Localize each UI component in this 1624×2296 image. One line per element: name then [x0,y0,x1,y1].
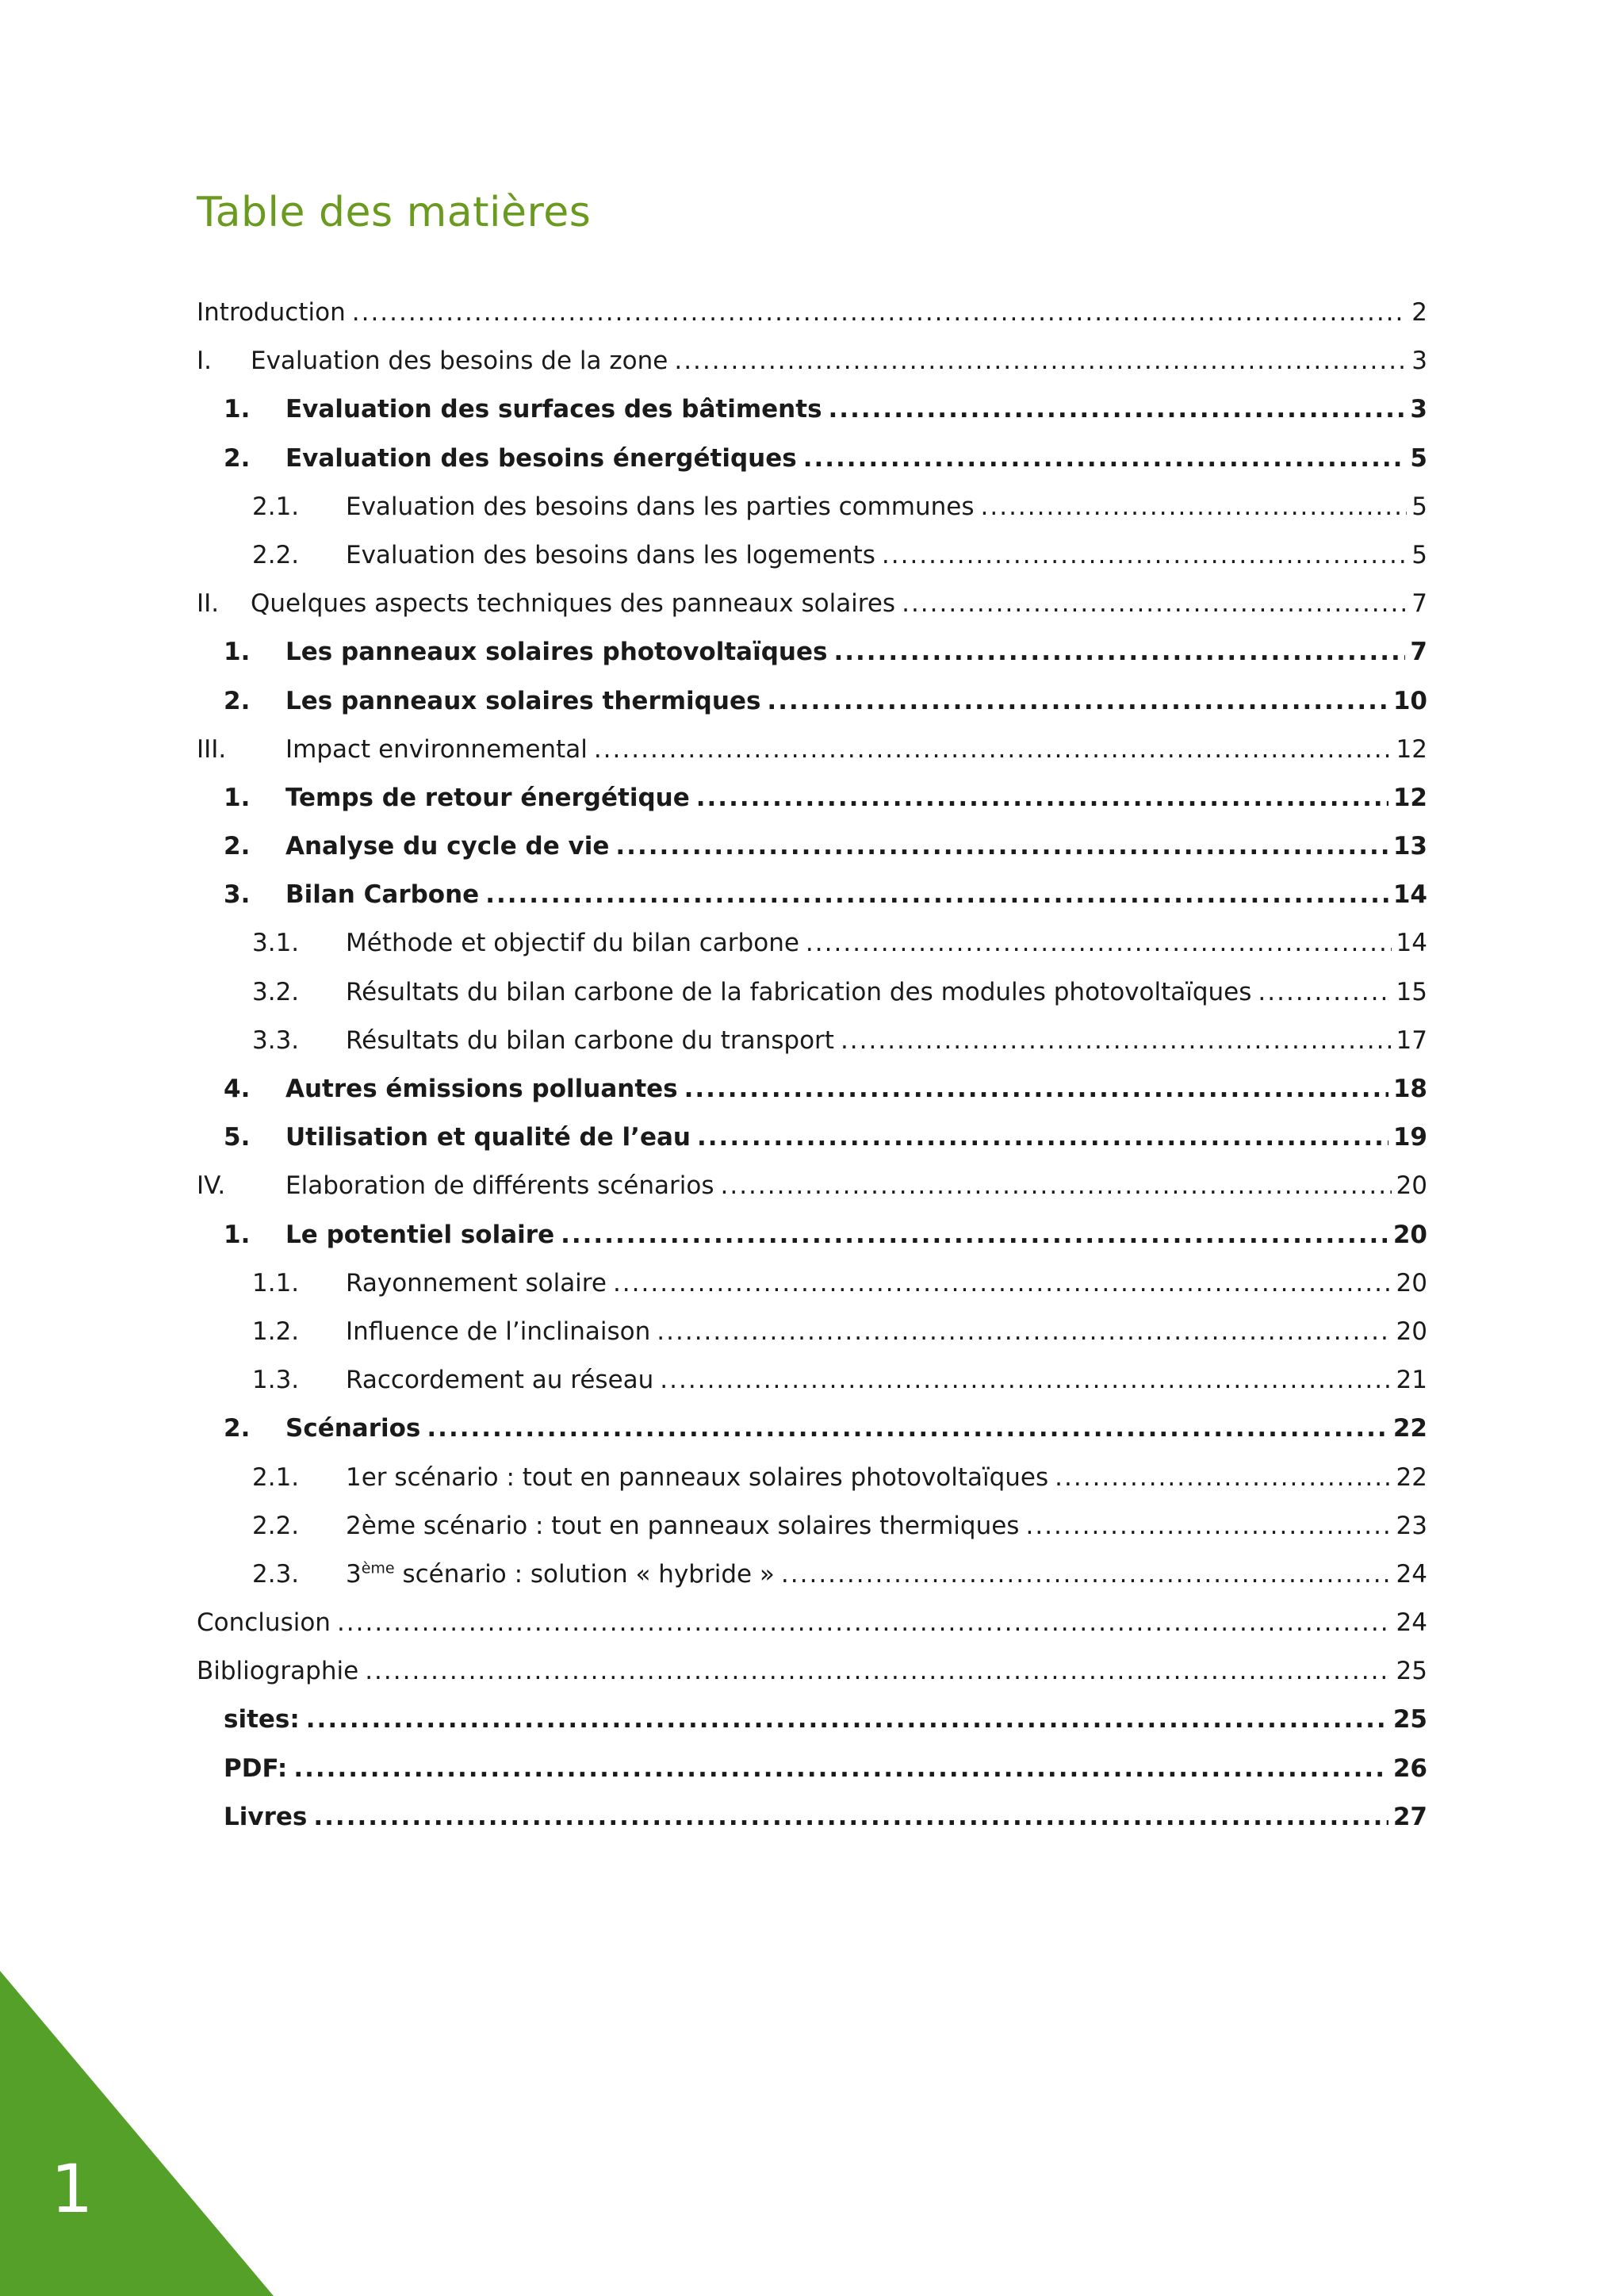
toc-entry[interactable] [197,1745,1427,1793]
toc-entry-page: 23 [1396,1511,1427,1540]
toc-entry-page: 10 [1392,686,1427,715]
toc-entry-title-part: scénario : solution « hybride » [394,1559,775,1589]
toc-entry-number: 1. [224,638,251,667]
toc-entry[interactable] [197,1405,1427,1453]
toc-entry-page: 17 [1396,1025,1427,1055]
toc-entry-page: 25 [1392,1705,1427,1734]
toc-entry-number: 1. [224,395,251,424]
toc-entry[interactable] [197,1162,1427,1210]
toc-entry-page: 2 [1411,298,1427,327]
toc-entry[interactable] [197,919,1427,968]
toc-dot-leader [313,1793,1388,1842]
toc-entry-title: Conclusion [197,1608,331,1638]
toc-dot-leader [352,289,1408,337]
toc-entry-page: 5 [1411,492,1427,521]
toc-entry[interactable] [197,726,1427,774]
toc-dot-leader [365,1647,1391,1696]
toc-entry-title: Scénarios [285,1414,421,1443]
toc-dot-leader [806,919,1392,968]
toc-dot-leader [337,1599,1392,1647]
toc-entry-page: 5 [1411,540,1427,569]
toc-entry[interactable] [197,337,1427,385]
toc-dot-leader [829,385,1406,434]
toc-entry-number: II. [197,589,220,619]
toc-dot-leader [1055,1454,1391,1502]
toc-entry-number: III. [197,734,227,764]
toc-entry-title: Evaluation des surfaces des bâtiments [285,395,822,424]
toc-entry-title: Autres émissions polluantes [285,1075,678,1103]
toc-entry-page: 18 [1392,1075,1427,1103]
toc-entry-title: Le potentiel solaire [285,1220,555,1249]
toc-entry-title: PDF: [224,1754,288,1783]
toc-entry-number: 2. [224,1414,251,1443]
toc-entry[interactable] [197,531,1427,580]
toc-entry-title: Quelques aspects techniques des panneaux solaires [251,589,896,619]
toc-entry[interactable] [197,483,1427,531]
toc-entry-number: 3. [224,880,251,910]
toc-entry-title: Evaluation des besoins dans les logements [346,540,875,569]
toc-entry-title: Evaluation des besoins dans les parties communes [346,492,975,521]
toc-entry-title: 1er scénario : tout en panneaux solaires photovoltaïques [346,1462,1049,1492]
toc-entry-title: Les panneaux solaires thermiques [285,686,761,715]
toc-entry[interactable] [197,628,1427,677]
toc-dot-leader [657,1308,1391,1356]
toc-entry-page: 13 [1392,832,1427,861]
toc-dot-leader [660,1356,1391,1405]
toc-dot-leader [674,337,1407,385]
toc-entry-title: Bilan Carbone [285,880,480,910]
toc-entry-number: 2. [224,686,251,715]
toc-entry-page: 15 [1396,977,1427,1006]
toc-dot-leader [293,1745,1388,1793]
toc-entry-number: 1.2. [252,1317,300,1346]
toc-entry-page: 24 [1396,1608,1427,1638]
toc-entry-number: 3.2. [252,977,300,1006]
toc-entry-number: 3.1. [252,929,300,958]
toc-entry-number: 1.3. [252,1366,300,1395]
toc-entry[interactable] [197,1114,1427,1162]
toc-dot-leader [1258,968,1391,1017]
toc-dot-leader [902,580,1407,628]
toc-dot-leader [981,483,1408,531]
toc-entry[interactable] [197,1550,1427,1599]
toc-entry-number: 2. [224,443,251,473]
toc-entry-page: 24 [1396,1559,1427,1589]
toc-entry-page: 12 [1392,783,1427,812]
toc-entry[interactable] [197,1599,1427,1647]
toc-entry-page: 12 [1396,734,1427,764]
toc-entry-title: Bibliographie [197,1657,359,1686]
toc-entry-title: Résultats du bilan carbone de la fabrication des modules photovoltaïques [346,977,1252,1006]
toc-entry-title: sites: [224,1705,300,1734]
toc-entry-title: Résultats du bilan carbone du transport [346,1025,834,1055]
toc-entry-page: 21 [1396,1366,1427,1395]
toc-entry-title-part: 3 [346,1559,362,1589]
toc-entry-number: 1. [224,1220,251,1249]
toc-entry[interactable] [197,968,1427,1017]
toc-entry-title: Livres [224,1802,308,1831]
toc-dot-leader [684,1065,1388,1114]
toc-entry[interactable] [197,1308,1427,1356]
toc-entry[interactable] [197,1065,1427,1114]
toc-entry[interactable] [197,871,1427,919]
toc-entry-page: 14 [1396,929,1427,958]
toc-entry[interactable] [197,774,1427,822]
toc-title: Table des matières [197,189,592,236]
page-number: 1 [51,2150,94,2228]
toc-entry-title: Les panneaux solaires photovoltaïques [285,638,828,667]
toc-entry-page: 20 [1392,1220,1427,1249]
toc-entry-number: 2.1. [252,1462,300,1492]
toc-dot-leader [1025,1502,1391,1550]
toc-entry[interactable] [197,677,1427,726]
toc-entry-page: 27 [1392,1802,1427,1831]
toc-entry-title: Influence de l’inclinaison [346,1317,651,1346]
toc-entry-page: 22 [1396,1462,1427,1492]
toc-dot-leader [594,726,1392,774]
toc-entry[interactable] [197,1259,1427,1308]
toc-entry[interactable] [197,1502,1427,1550]
toc-dot-leader [485,871,1388,919]
toc-entry-title: Temps de retour énergétique [285,783,690,812]
toc-list [197,289,1427,1842]
toc-entry[interactable] [197,1356,1427,1405]
toc-entry-page: 14 [1392,880,1427,910]
toc-entry-number: 4. [224,1075,251,1103]
toc-entry-number: 2.2. [252,1511,300,1540]
corner-decoration [0,1971,274,2296]
toc-entry-page: 19 [1392,1123,1427,1152]
toc-entry-title: Analyse du cycle de vie [285,832,610,861]
toc-dot-leader [803,435,1406,483]
toc-entry-number: 2.2. [252,540,300,569]
toc-dot-leader [427,1405,1388,1453]
toc-entry-title: Rayonnement solaire [346,1268,607,1297]
toc-entry-page: 20 [1396,1171,1427,1201]
toc-entry-number: 2.3. [252,1559,300,1589]
toc-entry-title: Méthode et objectif du bilan carbone [346,929,799,958]
toc-entry-page: 20 [1396,1268,1427,1297]
toc-entry-number: I. [197,347,212,376]
toc-dot-leader [720,1162,1391,1210]
toc-dot-leader [306,1696,1388,1744]
toc-entry-title: Impact environnemental [285,734,588,764]
toc-dot-leader [561,1211,1388,1259]
toc-entry[interactable] [197,1211,1427,1259]
toc-entry-title: Evaluation des besoins de la zone [251,347,668,376]
toc-entry[interactable] [197,1454,1427,1502]
toc-entry-page: 7 [1411,589,1427,619]
toc-entry-number: 1.1. [252,1268,300,1297]
toc-entry[interactable] [197,1696,1427,1744]
toc-entry[interactable] [197,580,1427,628]
toc-entry[interactable] [197,1017,1427,1065]
toc-dot-leader [697,1114,1388,1162]
toc-dot-leader [696,774,1388,822]
toc-entry-page: 3 [1411,347,1427,376]
toc-entry[interactable] [197,1793,1427,1842]
toc-dot-leader [767,677,1388,726]
toc-entry-number: 2.1. [252,492,300,521]
toc-entry-page: 7 [1410,638,1427,667]
toc-dot-leader [882,531,1407,580]
toc-entry-title: Elaboration de différents scénarios [285,1171,714,1201]
toc-entry-page: 3 [1410,395,1427,424]
toc-entry-title: Utilisation et qualité de l’eau [285,1123,691,1152]
toc-entry[interactable] [197,822,1427,871]
toc-entry-title [346,1550,775,1599]
toc-entry-title: Evaluation des besoins énergétiques [285,443,797,473]
toc-entry-superscript: ème [361,1559,395,1577]
toc-dot-leader [833,628,1405,677]
toc-dot-leader [781,1550,1392,1599]
toc-dot-leader [841,1017,1392,1065]
toc-entry-page: 20 [1396,1317,1427,1346]
toc-dot-leader [613,1259,1392,1308]
toc-entry-title: Introduction [197,298,346,327]
toc-entry-page: 22 [1392,1414,1427,1443]
toc-entry-number: 3.3. [252,1025,300,1055]
toc-entry-page: 5 [1410,443,1427,473]
toc-entry-number: 2. [224,832,251,861]
toc-entry-number: 1. [224,783,251,812]
toc-entry-title: Raccordement au réseau [346,1366,654,1395]
toc-entry[interactable] [197,289,1427,337]
toc-entry-page: 25 [1396,1657,1427,1686]
toc-entry[interactable] [197,385,1427,434]
toc-entry-page: 26 [1392,1754,1427,1783]
toc-entry[interactable] [197,435,1427,483]
toc-dot-leader [615,822,1388,871]
toc-entry-title: 2ème scénario : tout en panneaux solaires thermiques [346,1511,1020,1540]
toc-entry-number: IV. [197,1171,226,1201]
toc-entry-number: 5. [224,1123,251,1152]
toc-entry[interactable] [197,1647,1427,1696]
